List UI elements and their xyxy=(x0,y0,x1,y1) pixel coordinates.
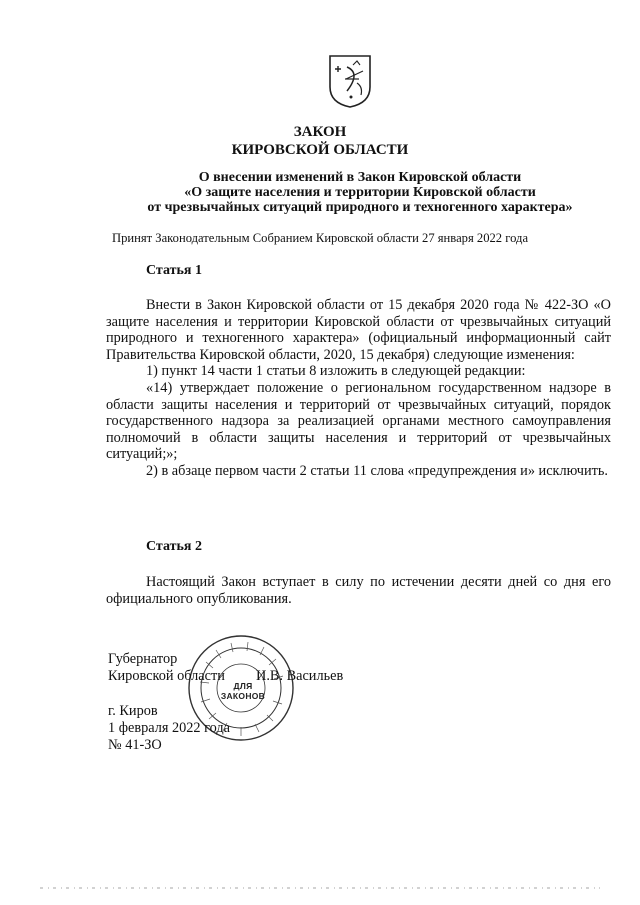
signatory-name: И.В. Васильев xyxy=(256,668,344,684)
scan-edge-line xyxy=(40,886,600,890)
subtitle-line: от чрезвычайных ситуаций природного и техногенного характера» xyxy=(147,200,573,215)
paragraph: 2) в абзаце первом части 2 статьи 11 слова «предупреждения и» исключить. xyxy=(146,462,608,479)
article-1-body xyxy=(106,297,611,480)
paragraph: Настоящий Закон вступает в силу по истечении десяти дней со дня его официального опубликования. xyxy=(106,574,611,607)
paragraph: 1) пункт 14 части 1 статьи 8 изложить в следующей редакции: xyxy=(146,363,526,380)
law-title: ЗАКОН xyxy=(293,124,347,140)
subtitle-line: «О защите населения и территории Кировской области xyxy=(184,185,536,200)
law-number: № 41-ЗО xyxy=(108,737,162,753)
signing-date: 1 февраля 2022 года xyxy=(108,720,231,736)
law-subtitle xyxy=(80,170,640,215)
adoption-note: Принят Законодательным Собранием Кировской области 27 января 2022 года xyxy=(111,231,529,245)
paragraph: «14) утверждает положение о региональном государственном надзоре в области защиты населения и территорий от чрезвычайных ситуаций, порядок государственного надзора за реализацией органами местного самоуправления полномочий в области защиты населения и территорий от чрезвычайных ситуаций;»; xyxy=(106,379,611,463)
seal-label: ДЛЯ ЗАКОНОВ xyxy=(220,681,266,701)
law-region: КИРОВСКОЙ ОБЛАСТИ xyxy=(231,142,409,158)
paragraph: Внести в Закон Кировской области от 15 декабря 2020 года № 422-ЗО «О защите населения и территории Кировской области от чрезвычайных ситуаций природного и техногенного характера» (официальный информационный сайт Правительства Кировской области, 2020, 15 декабря) следующие изменения: xyxy=(106,297,611,363)
subtitle-line: О внесении изменений в Закон Кировской области xyxy=(198,170,522,185)
article-2-heading: Статья 2 xyxy=(146,539,202,554)
article-2-body xyxy=(106,574,611,607)
article-1-heading: Статья 1 xyxy=(146,263,202,278)
signatory-region: Кировской области xyxy=(108,668,225,684)
coat-of-arms-icon xyxy=(327,53,373,109)
signing-place: г. Киров xyxy=(108,703,158,719)
signatory-role: Губернатор xyxy=(108,651,178,667)
